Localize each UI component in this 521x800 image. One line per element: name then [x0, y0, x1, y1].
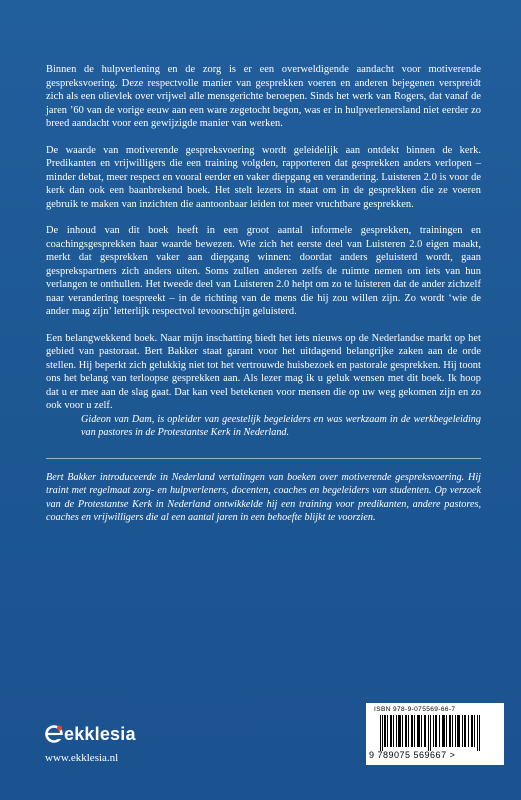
- ekklesia-e-icon: [45, 725, 63, 743]
- back-cover-text: [46, 63, 481, 525]
- barcode: [366, 703, 504, 765]
- review-paragraph: Een belangwekkend boek. Naar mijn inschatting biedt het iets nieuws op de Nederlandse markt op het gebied van pastoraat. Bert Bakker staat garant voor het uitdagend belangrijke zaken aan de orde stellen. Hij beperkt zich gelukkig niet tot het vertrouwde huisbezoek en pastorale gesprekken. Hij toont ons het belang van terloopse gesprekken aan. Als lezer mag ik u geluk wensen met dit boek. Ik hoop dat u er mee aan de slag gaat. Dat kan veel betekenen voor mensen die op uw weg gekomen zijn en zo ook voor u zelf.: [46, 332, 481, 411]
- blurb-paragraph-1: Binnen de hulpverlening en de zorg is er een overweldigende aandacht voor motiverende gespreksvoering. Deze respectvolle manier van gesprekken voeren en anderen bejegenen verspreidt zich als een olievlek over vrijwel alle mensgerichte beroepen. Sinds het werk van Rogers, dat vanaf de jaren ’60 van de vorige eeuw aan een ware zegetocht begon, was er in hulpverlenersland niet eerder zo breed aandacht voor een gewijzigde manier van werken.: [46, 64, 481, 129]
- barcode-number: 9 789075 569667 >: [369, 750, 456, 760]
- publisher-website: www.ekklesia.nl: [45, 752, 119, 764]
- publisher-logo: [45, 722, 136, 746]
- author-bio: Bert Bakker introduceerde in Nederland vertalingen van boeken over motiverende gespreksvoering. Hij traint met regelmaat zorg- en hulpverleners, docenten, coaches en begeleiders van studenten. Op verzoek van de Protestantse Kerk in Nederland ontwikkelde hij een training voor predikanten, andere pastores, coaches en vrijwilligers die al een aantal jaren in een behoefte blijkt te voorzien.: [46, 471, 481, 523]
- publisher-logo-text: ekklesia: [64, 723, 136, 744]
- section-divider: [46, 458, 481, 459]
- barcode-bars: [374, 715, 492, 751]
- blurb-paragraph-3: De inhoud van dit boek heeft in een groot aantal informele gesprekken, trainingen en coachingsgesprekken haar waarde bewezen. Wie zich het eerste deel van Luisteren 2.0 eigen maakt, merkt dat gesprekken vaker aan diepgang winnen: doordat anders geluisterd wordt, gaan gesprekspartners zich anders uiten. Soms zullen anderen zelfs de ruimte nemen om iets van hun verlangen te onthullen. Het tweede deel van Luisteren 2.0 helpt om zo te luisteren dat de ander zichzelf naar verandering toespreekt – in de richting van de mens die hij zou willen zijn. Zo wordt ‘wie de ander mag zijn’ letterlijk respectvol tevoorschijn geluisterd.: [46, 225, 481, 317]
- isbn-label: ISBN 978-9-075569-66-7: [374, 706, 456, 713]
- review-attribution: Gideon van Dam, is opleider van geestelijk begeleiders en was werkzaam in de werkbegeleiding van pastores in de Protestantse Kerk in Nederland.: [81, 413, 481, 438]
- blurb-paragraph-2: De waarde van motiverende gespreksvoering wordt geleidelijk aan ontdekt binnen de kerk. Predikanten en vrijwilligers die een training volgden, rapporteren dat gesprekken anders verlopen – minder debat, meer respect en vooral eerder en vaker diepgang en verandering. Luisteren 2.0 is voor de kerk dan ook een baanbrekend boek. Het stelt lezers in staat om in de gesprekken die ze voeren gebruik te maken van inzichten die aantoonbaar leiden tot meer vruchtbare gesprekken.: [46, 144, 481, 210]
